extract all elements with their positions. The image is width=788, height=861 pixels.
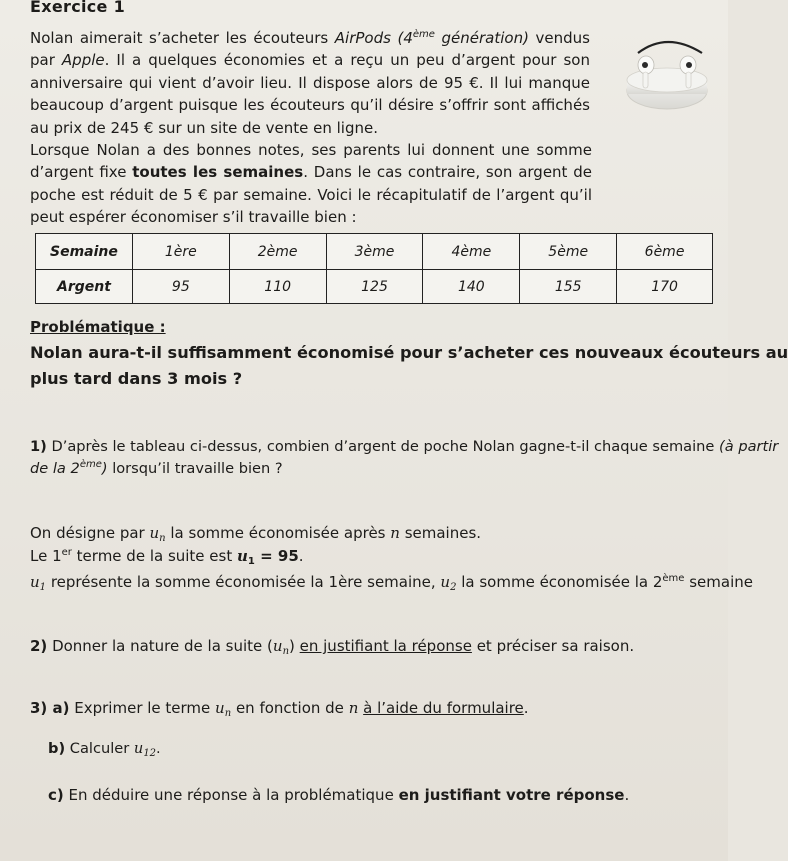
question-number: b) xyxy=(48,740,66,757)
problematique-question-line1: Nolan aura-t-il suffisamment économisé pour s’acheter ces nouveaux écouteurs au xyxy=(30,343,788,362)
intro-paragraph-2: Lorsque Nolan a des bonnes notes, ses parents lui donnent une somme d’argent fixe toutes les semaines. Dans le cas contraire, son argent de poche est réduit de 5 € par semaine. Voici le récapitulatif de l’argent qu’il peut espérer économiser s’il travaille bien : xyxy=(30,141,592,227)
amount-cell: 155 xyxy=(520,270,617,304)
apple-brand: Apple xyxy=(61,51,105,70)
question-1-continued: de la 2ème) lorsqu’il travaille bien ? xyxy=(30,459,283,477)
row-label-week: Semaine xyxy=(36,234,133,270)
savings-table xyxy=(35,233,713,304)
airpods-illustration xyxy=(610,25,725,120)
week-cell: 3ème xyxy=(326,234,423,270)
emphasis-weekly: toutes les semaines xyxy=(132,163,304,182)
week-cell: 2ème xyxy=(229,234,326,270)
question-number: 3) a) xyxy=(30,699,70,717)
week-cell: 6ème xyxy=(617,234,713,270)
question-3c: c) En déduire une réponse à la problématique en justifiant votre réponse. xyxy=(48,786,630,804)
definition-line-3: $u_1$ représente la somme économisée la 1ère semaine, $u_2$ la somme économisée la 2ème semaine xyxy=(30,573,753,593)
definition-line-2: Le 1er terme de la suite est $u_1 = 95$. xyxy=(30,547,304,567)
intro-text-a: Nolan aimerait s’acheter les écouteurs xyxy=(30,29,335,47)
amount-cell: 170 xyxy=(617,270,713,304)
question-3a: 3) a) Exprimer le terme $u_n$ en fonction de n à l’aide du formulaire. xyxy=(30,699,529,719)
question-number: 1) xyxy=(30,438,47,455)
question-2: 2) Donner la nature de la suite $(u_n)$ en justifiant la réponse et préciser sa raison. xyxy=(30,637,635,657)
week-cell: 5ème xyxy=(520,234,617,270)
exercise-title: Exercice 1 xyxy=(30,0,125,16)
first-term-equation: $u_1 = 95$ xyxy=(237,547,299,567)
table-row-weeks xyxy=(36,234,713,270)
problematique-title: Problématique : xyxy=(30,318,166,336)
intro-paragraph: Nolan aimerait s’acheter les écouteurs AirPods (4ème génération) vendus par Apple. Il a quelques économies et a reçu un peu d’argent pour son anniversaire qui vient d’avoir lieu. Il dispose alors de 95 €. Il lui manque beaucoup d’argent puisque les écouteurs qu’il désire s’offrir sont affichés au prix de 245 € sur un site de vente en ligne. xyxy=(30,29,591,137)
table-row-amounts xyxy=(36,270,713,304)
airpods-name: AirPods (4ème génération) xyxy=(334,29,529,47)
week-cell: 1ère xyxy=(132,234,229,270)
question-number: 2) xyxy=(30,637,48,655)
amount-cell: 110 xyxy=(229,270,326,304)
amount-cell: 95 xyxy=(132,270,229,304)
definition-line-1: On désigne par $u_n$ la somme économisée après n semaines. xyxy=(30,524,482,544)
amount-cell: 125 xyxy=(326,270,423,304)
question-1: 1) D’après le tableau ci-dessus, combien d’argent de poche Nolan gagne-t-il chaque semaine (à partir xyxy=(30,438,779,455)
week-cell: 4ème xyxy=(423,234,520,270)
problematique-question-line2: plus tard dans 3 mois ? xyxy=(30,369,243,388)
question-number: c) xyxy=(48,786,64,804)
intro-text-c: . Il a quelques économies et a reçu un peu d’argent pour son anniversaire qui vient d’avoir lieu. Il dispose alors de 95 €. Il lui manque beaucoup d’argent puisque les écouteurs qu’il désire s’offrir sont affichés au prix de 245 € sur un site de vente en ligne. xyxy=(30,51,590,137)
question-3b: b) Calculer $u_{12}$. xyxy=(48,740,161,759)
row-label-money: Argent xyxy=(36,270,133,304)
amount-cell: 140 xyxy=(423,270,520,304)
